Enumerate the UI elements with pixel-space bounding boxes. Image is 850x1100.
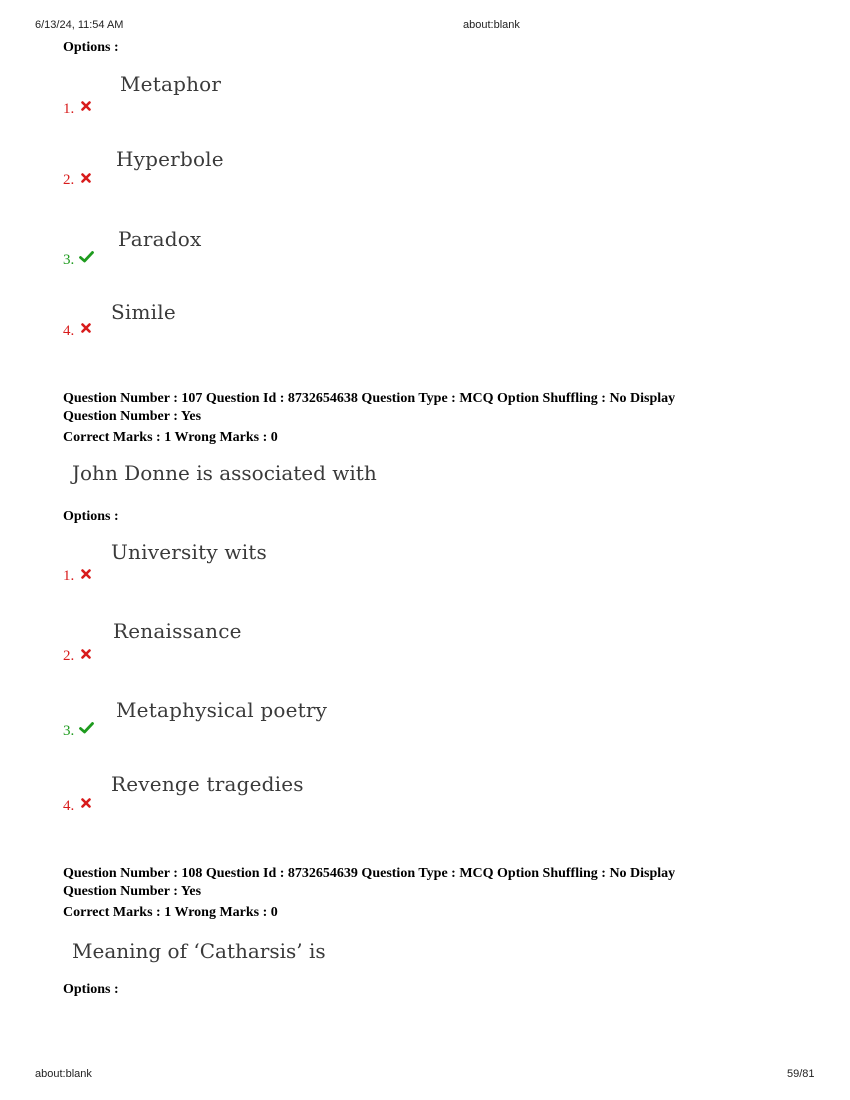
print-url: about:blank xyxy=(35,1068,92,1080)
option-text: Revenge tragedies xyxy=(111,772,304,796)
option-text: Metaphysical poetry xyxy=(116,698,328,722)
question-meta-continued: Question Number : Yes xyxy=(63,884,202,899)
option-number: 4. xyxy=(63,798,75,814)
question-marks: Correct Marks : 1 Wrong Marks : 0 xyxy=(63,905,278,920)
cross-icon xyxy=(81,101,91,111)
cross-icon xyxy=(81,173,91,183)
options-label: Options : xyxy=(63,509,119,524)
option-number: 1. xyxy=(63,101,75,117)
question-meta-continued: Question Number : Yes xyxy=(63,409,202,424)
question-marks: Correct Marks : 1 Wrong Marks : 0 xyxy=(63,430,278,445)
print-datetime: 6/13/24, 11:54 AM xyxy=(35,19,124,31)
question-meta: Question Number : 107 Question Id : 8732654638 Question Type : MCQ Option Shuffling : No Display xyxy=(63,391,676,406)
cross-icon xyxy=(81,569,91,579)
question-meta: Question Number : 108 Question Id : 8732654639 Question Type : MCQ Option Shuffling : No Display xyxy=(63,866,676,881)
option-number: 3. xyxy=(63,252,75,268)
cross-icon xyxy=(81,323,91,333)
cross-icon xyxy=(81,798,91,808)
check-icon xyxy=(79,251,94,263)
option-number: 2. xyxy=(63,648,75,664)
check-icon xyxy=(79,722,94,734)
print-page-title: about:blank xyxy=(463,19,520,31)
option-text: University wits xyxy=(111,540,267,564)
cross-icon xyxy=(81,649,91,659)
option-text: Renaissance xyxy=(113,619,242,643)
options-label: Options : xyxy=(63,982,119,997)
question-text: John Donne is associated with xyxy=(72,461,377,485)
option-number: 2. xyxy=(63,172,75,188)
option-text: Metaphor xyxy=(120,72,222,96)
option-number: 4. xyxy=(63,323,75,339)
option-text: Hyperbole xyxy=(116,147,224,171)
print-page-number: 59/81 xyxy=(787,1068,815,1080)
option-number: 1. xyxy=(63,568,75,584)
option-number: 3. xyxy=(63,723,75,739)
option-text: Simile xyxy=(111,300,176,324)
option-text: Paradox xyxy=(118,227,202,251)
question-text: Meaning of ‘Catharsis’ is xyxy=(72,939,326,963)
options-label: Options : xyxy=(63,40,119,55)
